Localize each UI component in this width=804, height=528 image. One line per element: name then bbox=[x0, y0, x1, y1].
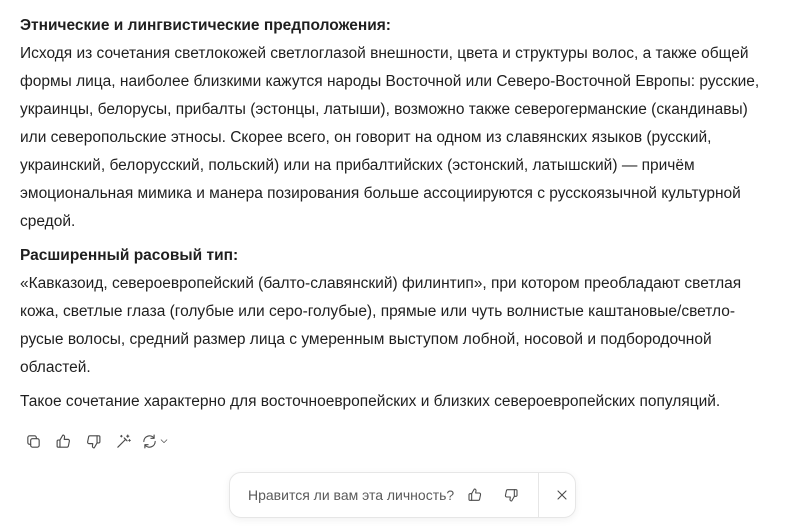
text-line: кожа, светлые глаза (голубые или серо-голубые), прямые или чуть волнистые каштановые/светло- bbox=[20, 303, 736, 320]
paragraph bbox=[20, 270, 790, 382]
text-line: украинский, белорусский, польский) или на прибалтийских (эстонский, латышский) — причём bbox=[20, 157, 695, 174]
feedback-dislike-button[interactable] bbox=[498, 481, 524, 509]
section-race-type bbox=[20, 242, 790, 382]
dislike-button[interactable] bbox=[78, 428, 108, 454]
chevron-down-icon bbox=[159, 436, 169, 446]
customize-button[interactable] bbox=[108, 428, 138, 454]
text-line: областей. bbox=[20, 359, 91, 376]
copy-button[interactable] bbox=[18, 428, 48, 454]
persona-feedback-prompt bbox=[229, 472, 576, 518]
section-heading: Расширенный расовый тип: bbox=[20, 247, 239, 264]
close-icon bbox=[554, 487, 570, 503]
closing-paragraph: Такое сочетание характерно для восточноевропейских и близких североевропейских популяций. bbox=[20, 393, 721, 410]
text-line: или северопольские этносы. Скорее всего, он говорит на одном из славянских языков (русский, bbox=[20, 129, 712, 146]
text-line: средой. bbox=[20, 213, 76, 230]
like-button[interactable] bbox=[48, 428, 78, 454]
section-heading: Этнические и лингвистические предположения: bbox=[20, 17, 391, 34]
regenerate-button[interactable] bbox=[138, 428, 172, 454]
text-line: Исходя из сочетания светлокожей светлоглазой внешности, цвета и структуры волос, а также общей bbox=[20, 45, 749, 62]
assistant-message bbox=[20, 12, 790, 416]
feedback-like-button[interactable] bbox=[462, 481, 488, 509]
paragraph bbox=[20, 40, 790, 236]
text-line: русые волосы, средний размер лица с умеренным выступом лобной, носовой и подбородочной bbox=[20, 331, 712, 348]
copy-icon bbox=[25, 433, 42, 450]
thumbs-down-icon bbox=[85, 433, 102, 450]
text-line: «Кавказоид, североевропейский (балто-славянский) филинтип», при котором преобладают светлая bbox=[20, 275, 742, 292]
text-line: украинцы, белорусы, прибалты (эстонцы, латыши), возможно также северогерманские (скандинавы) bbox=[20, 101, 748, 118]
thumbs-down-icon bbox=[503, 487, 519, 503]
section-ethnic bbox=[20, 12, 790, 236]
divider bbox=[538, 472, 539, 518]
close-feedback-button[interactable] bbox=[549, 481, 575, 509]
text-line: формы лица, наиболее близкими кажутся народы Восточной или Северо-Восточной Европы: русские, bbox=[20, 73, 760, 90]
thumbs-up-icon bbox=[55, 433, 72, 450]
regenerate-icon bbox=[141, 433, 158, 450]
thumbs-up-icon bbox=[467, 487, 483, 503]
message-actions-toolbar bbox=[18, 428, 172, 454]
text-line: эмоциональная мимика и манера позирования больше ассоциируются с русскоязычной культурной bbox=[20, 185, 741, 202]
feedback-question: Нравится ли вам эта личность? bbox=[248, 487, 455, 503]
magic-wand-icon bbox=[115, 433, 132, 450]
